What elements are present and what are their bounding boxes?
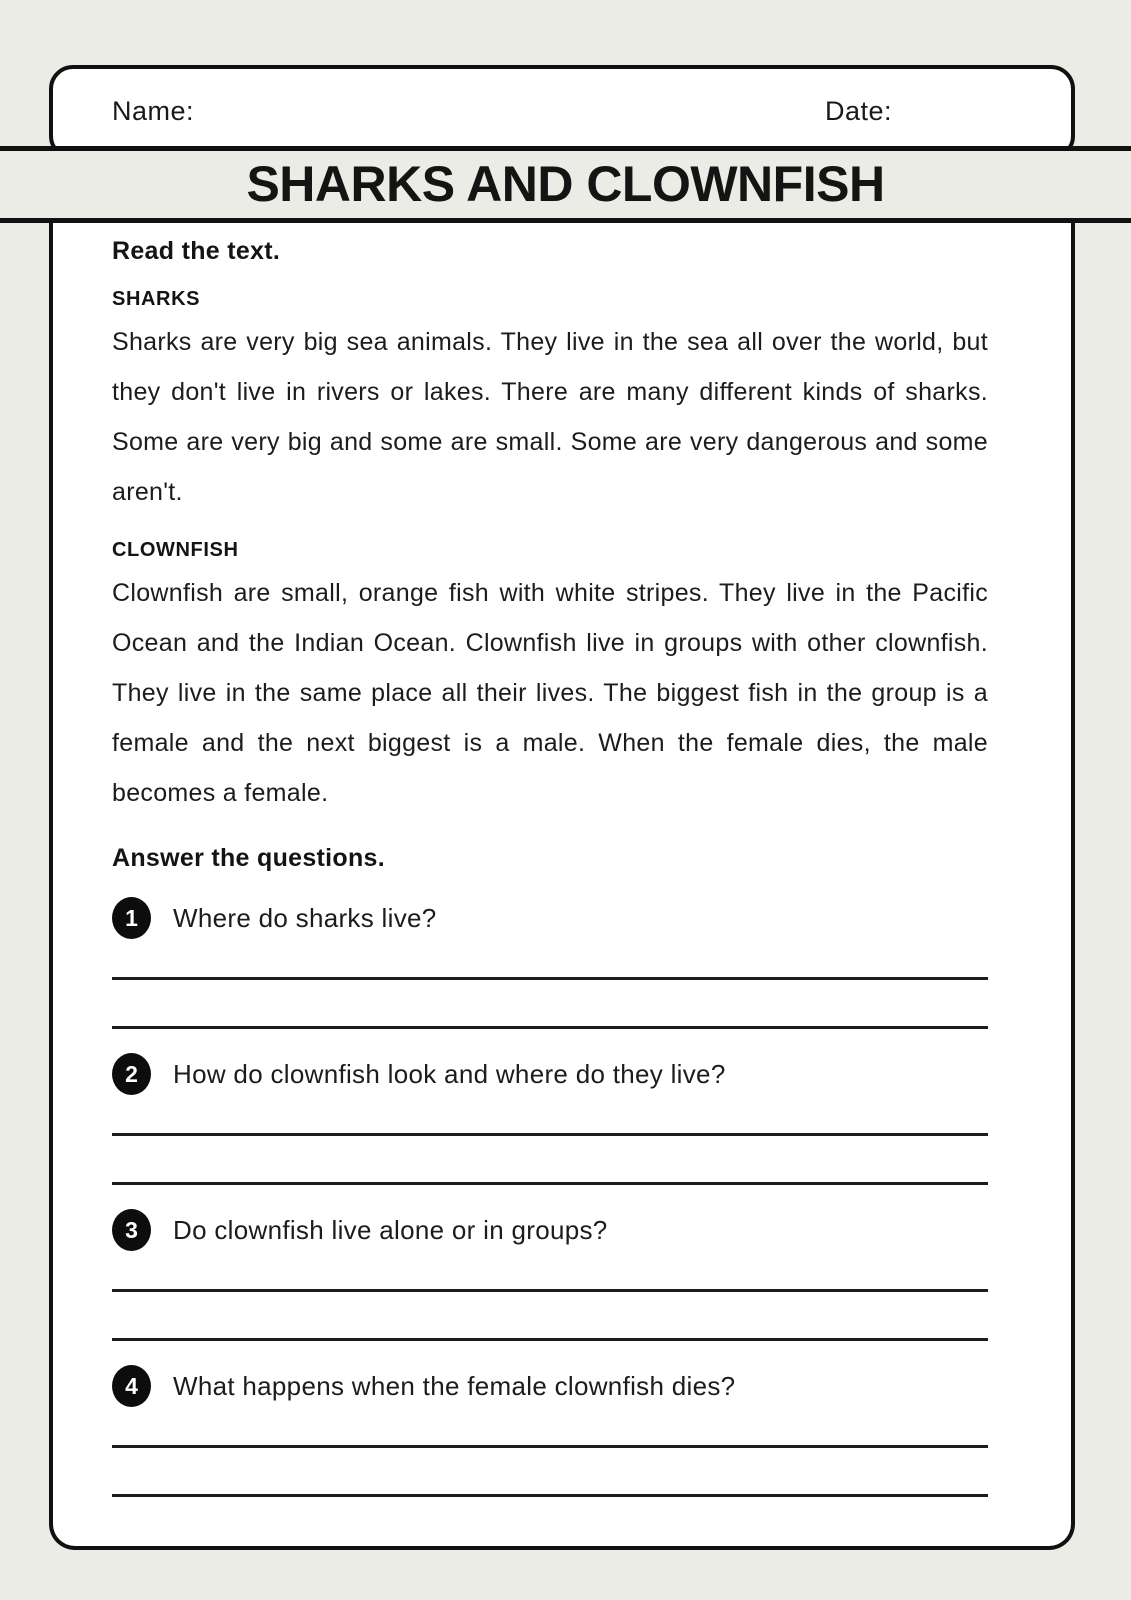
worksheet-body — [49, 223, 1075, 1550]
question-4 — [112, 1365, 988, 1497]
question-4-answer-line-1[interactable] — [112, 1445, 988, 1448]
question-2-answer-line-1[interactable] — [112, 1133, 988, 1136]
clownfish-paragraph: Clownfish are small, orange fish with white stripes. They live in the Pacific Ocean and the Indian Ocean. Clownfish live in groups with other clownfish. They live in the same place all their lives. The biggest fish in the group is a female and the next biggest is a male. When the female dies, the male becomes a female. — [112, 579, 988, 807]
section-heading-clownfish: CLOWNFISH — [112, 539, 239, 561]
read-instruction: Read the text. — [112, 237, 281, 265]
sharks-paragraph: Sharks are very big sea animals. They live in the sea all over the world, but they don't live in rivers or lakes. There are many different kinds of sharks. Some are very big and some are small. Some are very dangerous and some aren't. — [112, 328, 988, 506]
question-2-row — [112, 1053, 988, 1095]
question-3-text: Do clownfish live alone or in groups? — [173, 1214, 608, 1245]
answer-instruction: Answer the questions. — [112, 844, 386, 872]
question-3-answer-line-1[interactable] — [112, 1289, 988, 1292]
date-label: Date: — [825, 96, 893, 126]
question-3-number-badge: 3 — [112, 1209, 151, 1251]
worksheet-title: SHARKS AND CLOWNFISH — [246, 156, 885, 212]
question-1-number-badge: 1 — [112, 897, 151, 939]
question-2-number-badge: 2 — [112, 1053, 151, 1095]
question-3-row — [112, 1209, 988, 1251]
question-1-answer-line-2[interactable] — [112, 1026, 988, 1029]
question-4-row — [112, 1365, 988, 1407]
question-2 — [112, 1053, 988, 1185]
question-4-number-badge: 4 — [112, 1365, 151, 1407]
question-1-row — [112, 897, 988, 939]
question-3-answer-line-2[interactable] — [112, 1338, 988, 1341]
question-4-answer-line-2[interactable] — [112, 1494, 988, 1497]
question-2-text: How do clownfish look and where do they live? — [173, 1058, 726, 1089]
question-1-text: Where do sharks live? — [173, 902, 437, 933]
question-1-answer-line-1[interactable] — [112, 977, 988, 980]
name-write-area[interactable] — [213, 83, 651, 139]
name-label: Name: — [112, 96, 195, 126]
question-1 — [112, 897, 988, 1029]
title-banner — [0, 146, 1131, 223]
date-write-area[interactable] — [903, 83, 1051, 139]
question-2-answer-line-2[interactable] — [112, 1182, 988, 1185]
question-3 — [112, 1209, 988, 1341]
section-heading-sharks: SHARKS — [112, 288, 201, 310]
question-4-text: What happens when the female clownfish dies? — [173, 1370, 736, 1401]
